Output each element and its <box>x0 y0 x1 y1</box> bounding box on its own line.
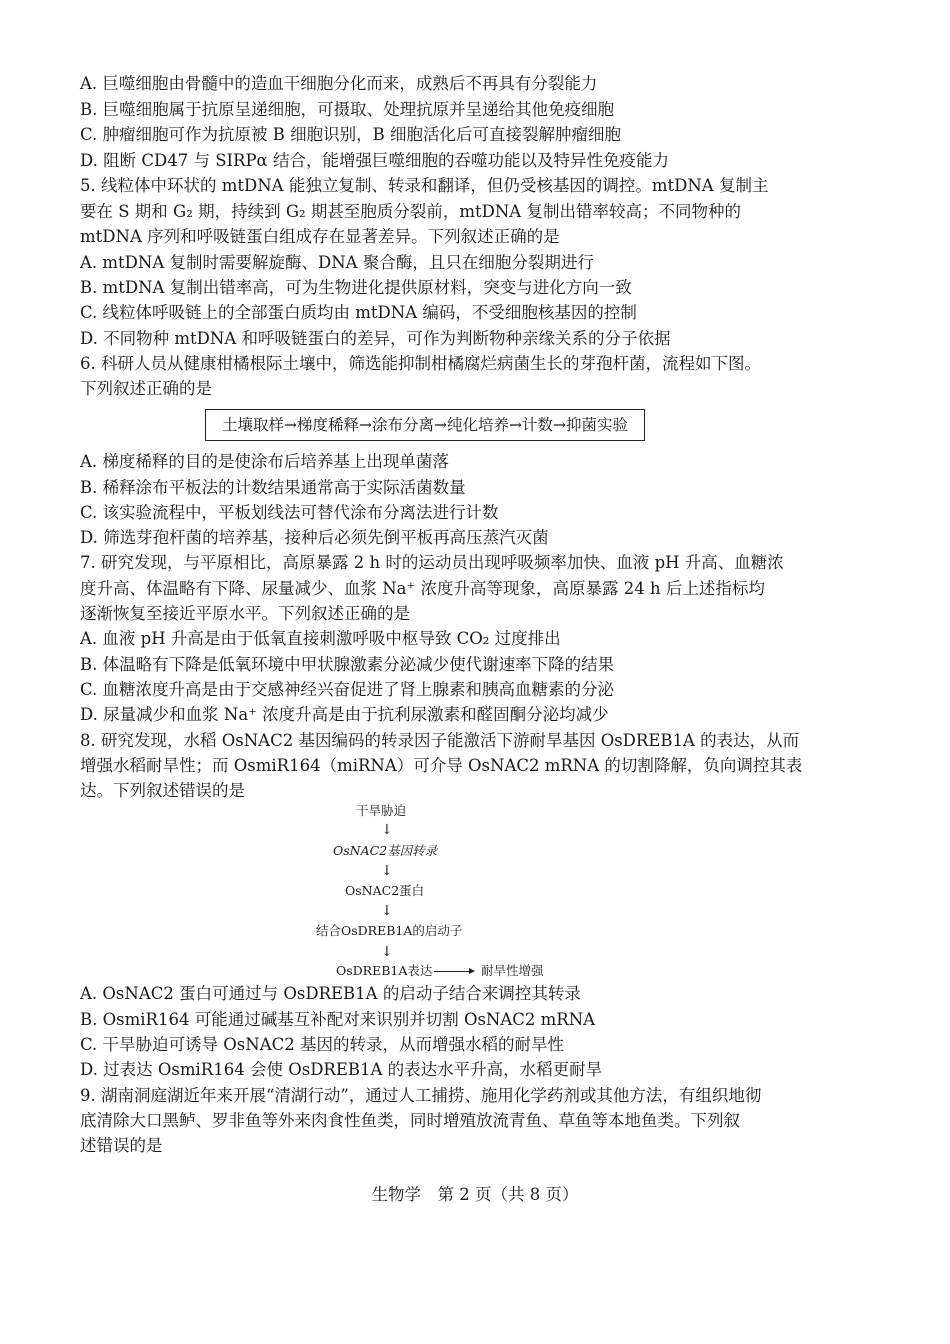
q5-stem-line2: 要在 S 期和 G₂ 期，持续到 G₂ 期甚至胞质分裂前，mtDNA 复制出错率较高；不同物种的 <box>80 202 741 221</box>
q6-option-b: B. 稀释涂布平板法的计数结果通常高于实际活菌数量 <box>80 478 466 497</box>
right-arrow-icon <box>434 971 474 972</box>
q7-option-a: A. 血液 pH 升高是由于低氧直接刺激呼吸中枢导致 CO₂ 过度排出 <box>80 629 561 648</box>
diagram-node-expression: OsDREB1A表达 <box>336 963 433 978</box>
q6-option-c: C. 该实验流程中，平板划线法可替代涂布分离法进行计数 <box>80 503 499 522</box>
q4-option-b: B. 巨噬细胞属于抗原呈递细胞，可摄取、处理抗原并呈递给其他免疫细胞 <box>80 100 615 119</box>
q5-option-a: A. mtDNA 复制时需要解旋酶、DNA 聚合酶，且只在细胞分裂期进行 <box>80 253 594 272</box>
diagram-node-promoter-binding: 结合OsDREB1A的启动子 <box>316 923 463 938</box>
down-arrow-icon: ↓ <box>381 944 393 960</box>
down-arrow-icon: ↓ <box>381 903 393 919</box>
down-arrow-icon: ↓ <box>381 863 393 879</box>
q7-option-c: C. 血糖浓度升高是由于交感神经兴奋促进了肾上腺素和胰高血糖素的分泌 <box>80 680 615 699</box>
q8-option-b: B. OsmiR164 可能通过碱基互补配对来识别并切割 OsNAC2 mRNA <box>80 1010 596 1029</box>
q8-option-c: C. 干旱胁迫可诱导 OsNAC2 基因的转录，从而增强水稻的耐旱性 <box>80 1035 564 1054</box>
q8-stem-line1: 8. 研究发现，水稻 OsNAC2 基因编码的转录因子能激活下游耐旱基因 OsDREB1A 的表达，从而 <box>80 731 800 750</box>
diagram-node-tolerance: 耐旱性增强 <box>481 963 544 978</box>
q8-stem-line3: 达。下列叙述错误的是 <box>80 781 245 800</box>
q9-stem-line2: 底清除大口黑鲈、罗非鱼等外来肉食性鱼类，同时增殖放流青鱼、草鱼等本地鱼类。下列叙 <box>80 1111 740 1130</box>
q6-stem-line2: 下列叙述正确的是 <box>80 379 212 398</box>
q6-flowchart-box: 土壤取样→梯度稀释→涂布分离→纯化培养→计数→抑菌实验 <box>205 409 645 441</box>
q4-option-c: C. 肿瘤细胞可作为抗原被 B 细胞识别，B 细胞活化后可直接裂解肿瘤细胞 <box>80 125 622 144</box>
q8-option-a: A. OsNAC2 蛋白可通过与 OsDREB1A 的启动子结合来调控其转录 <box>80 984 581 1003</box>
q6-option-a: A. 梯度稀释的目的是使涂布后培养基上出现单菌落 <box>80 452 449 471</box>
page-footer: 生物学 第 2 页（共 8 页） <box>371 1185 579 1204</box>
q6-option-d: D. 筛选芽孢杆菌的培养基，接种后必须先倒平板再高压蒸汽灭菌 <box>80 528 549 547</box>
q7-option-d: D. 尿量减少和血浆 Na⁺ 浓度升高是由于抗利尿激素和醛固酮分泌均减少 <box>80 705 609 724</box>
q7-stem-line1: 7. 研究发现，与平原相比，高原暴露 2 h 时的运动员出现呼吸频率加快、血液 pH 升高、血糖浓 <box>80 553 784 572</box>
q9-stem-line1: 9. 湖南洞庭湖近年来开展“清湖行动”，通过人工捕捞、施用化学药剂或其他方法，有组织地彻 <box>80 1086 762 1105</box>
diagram-node-transcription: OsNAC2基因转录 <box>333 843 438 858</box>
diagram-node-protein: OsNAC2蛋白 <box>345 883 425 898</box>
down-arrow-icon: ↓ <box>381 822 393 838</box>
q4-option-a: A. 巨噬细胞由骨髓中的造血干细胞分化而来，成熟后不再具有分裂能力 <box>80 74 598 93</box>
q5-option-d: D. 不同物种 mtDNA 和呼吸链蛋白的差异，可作为判断物种亲缘关系的分子依据 <box>80 329 671 348</box>
q5-stem-line1: 5. 线粒体中环状的 mtDNA 能独立复制、转录和翻译，但仍受核基因的调控。mtDNA 复制主 <box>80 176 769 195</box>
q9-stem-line3: 述错误的是 <box>80 1136 163 1155</box>
q4-option-d: D. 阻断 CD47 与 SIRPα 结合，能增强巨噬细胞的吞噬功能以及特异性免疫能力 <box>80 151 669 170</box>
q6-stem-line1: 6. 科研人员从健康柑橘根际土壤中，筛选能抑制柑橘腐烂病菌生长的芽孢杆菌，流程如下图。 <box>80 354 761 373</box>
q7-stem-line3: 逐渐恢复至接近平原水平。下列叙述正确的是 <box>80 604 410 623</box>
q7-option-b: B. 体温略有下降是低氧环境中甲状腺激素分泌减少使代谢速率下降的结果 <box>80 655 615 674</box>
diagram-node-drought: 干旱胁迫 <box>356 803 407 818</box>
q8-stem-line2: 增强水稻耐旱性；而 OsmiR164（miRNA）可介导 OsNAC2 mRNA 的切割降解，负向调控其表 <box>80 756 803 775</box>
q5-option-b: B. mtDNA 复制出错率高，可为生物进化提供原材料，突变与进化方向一致 <box>80 278 632 297</box>
q7-stem-line2: 度升高、体温略有下降、尿量减少、血浆 Na⁺ 浓度升高等现象，高原暴露 24 h 后上述指标均 <box>80 579 765 598</box>
q5-stem-line3: mtDNA 序列和呼吸链蛋白组成存在显著差异。下列叙述正确的是 <box>80 227 560 246</box>
q5-option-c: C. 线粒体呼吸链上的全部蛋白质均由 mtDNA 编码，不受细胞核基因的控制 <box>80 303 637 322</box>
q8-option-d: D. 过表达 OsmiR164 会使 OsDREB1A 的表达水平升高，水稻更耐旱 <box>80 1060 603 1079</box>
